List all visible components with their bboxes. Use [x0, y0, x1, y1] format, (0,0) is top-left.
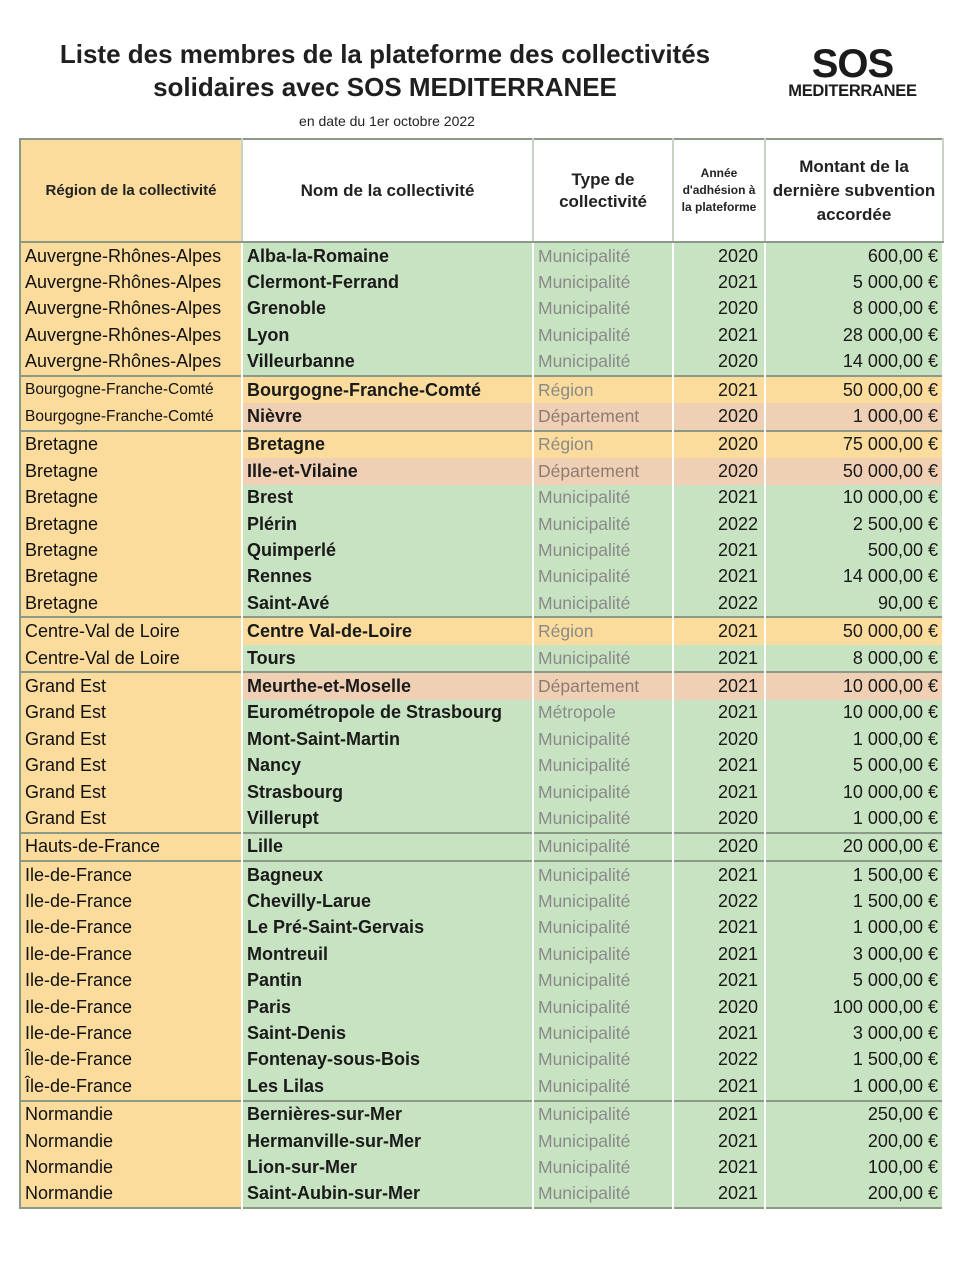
nom-cell: Centre Val-de-Loire — [242, 617, 533, 644]
region-cell: Grand Est — [20, 752, 242, 778]
nom-cell: Nièvre — [242, 403, 533, 430]
table-row — [20, 1154, 943, 1180]
montant-cell: 5 000,00 € — [765, 752, 943, 778]
table-body — [20, 242, 943, 1208]
type-cell: Municipalité — [533, 1073, 673, 1100]
montant-cell: 75 000,00 € — [765, 431, 943, 458]
annee-cell: 2021 — [673, 1073, 765, 1100]
region-cell: Grand Est — [20, 672, 242, 699]
nom-cell: Alba-la-Romaine — [242, 242, 533, 269]
montant-cell: 90,00 € — [765, 590, 943, 617]
table-row — [20, 805, 943, 832]
type-cell: Municipalité — [533, 888, 673, 914]
montant-cell: 14 000,00 € — [765, 564, 943, 590]
montant-cell: 1 000,00 € — [765, 726, 943, 752]
annee-cell: 2020 — [673, 805, 765, 832]
montant-cell: 500,00 € — [765, 537, 943, 563]
type-cell: Municipalité — [533, 242, 673, 269]
annee-cell: 2021 — [673, 941, 765, 967]
nom-cell: Meurthe-et-Moselle — [242, 672, 533, 699]
column-header-nom: Nom de la collectivité — [242, 139, 533, 242]
region-cell: Ile-de-France — [20, 1020, 242, 1046]
type-cell: Département — [533, 403, 673, 430]
region-cell: Auvergne-Rhônes-Alpes — [20, 242, 242, 269]
table-row — [20, 888, 943, 914]
table-row — [20, 242, 943, 269]
montant-cell: 14 000,00 € — [765, 349, 943, 376]
montant-cell: 10 000,00 € — [765, 485, 943, 511]
table-row — [20, 1101, 943, 1128]
annee-cell: 2020 — [673, 458, 765, 484]
nom-cell: Bretagne — [242, 431, 533, 458]
region-cell: Grand Est — [20, 726, 242, 752]
region-cell: Auvergne-Rhônes-Alpes — [20, 349, 242, 376]
column-header-annee: Année d'adhésion à la plateforme — [673, 139, 765, 242]
montant-cell: 200,00 € — [765, 1181, 943, 1208]
nom-cell: Lille — [242, 833, 533, 861]
nom-cell: Mont-Saint-Martin — [242, 726, 533, 752]
region-cell: Bretagne — [20, 511, 242, 537]
logo-line-1: SOS — [811, 42, 894, 86]
annee-cell: 2021 — [673, 968, 765, 994]
column-header-region: Région de la collectivité — [20, 139, 242, 242]
table-row — [20, 672, 943, 699]
annee-cell: 2021 — [673, 485, 765, 511]
annee-cell: 2021 — [673, 322, 765, 348]
region-cell: Centre-Val de Loire — [20, 645, 242, 672]
logo-line-2: MEDITERRANEE — [788, 82, 917, 100]
annee-cell: 2020 — [673, 726, 765, 752]
montant-cell: 1 500,00 € — [765, 1047, 943, 1073]
type-cell: Métropole — [533, 700, 673, 726]
montant-cell: 50 000,00 € — [765, 617, 943, 644]
column-header-montant: Montant de la dernière subvention accordée — [765, 139, 943, 242]
region-cell: Île-de-France — [20, 1047, 242, 1073]
montant-cell: 50 000,00 € — [765, 458, 943, 484]
annee-cell: 2021 — [673, 1020, 765, 1046]
type-cell: Municipalité — [533, 349, 673, 376]
region-cell: Auvergne-Rhônes-Alpes — [20, 296, 242, 322]
montant-cell: 3 000,00 € — [765, 1020, 943, 1046]
montant-cell: 5 000,00 € — [765, 968, 943, 994]
montant-cell: 2 500,00 € — [765, 511, 943, 537]
table-row — [20, 458, 943, 484]
region-cell: Hauts-de-France — [20, 833, 242, 861]
type-cell: Municipalité — [533, 296, 673, 322]
nom-cell: Bagneux — [242, 861, 533, 888]
table-row — [20, 1181, 943, 1208]
annee-cell: 2021 — [673, 672, 765, 699]
type-cell: Municipalité — [533, 1128, 673, 1154]
nom-cell: Lyon — [242, 322, 533, 348]
montant-cell: 100,00 € — [765, 1154, 943, 1180]
members-table — [19, 138, 944, 1209]
type-cell: Département — [533, 458, 673, 484]
annee-cell: 2021 — [673, 861, 765, 888]
table-row — [20, 968, 943, 994]
page-subtitle: en date du 1er octobre 2022 — [299, 113, 475, 129]
table-row — [20, 537, 943, 563]
nom-cell: Brest — [242, 485, 533, 511]
montant-cell: 20 000,00 € — [765, 833, 943, 861]
table-row — [20, 1047, 943, 1073]
type-cell: Municipalité — [533, 485, 673, 511]
nom-cell: Pantin — [242, 968, 533, 994]
type-cell: Municipalité — [533, 1181, 673, 1208]
montant-cell: 1 000,00 € — [765, 403, 943, 430]
type-cell: Région — [533, 376, 673, 403]
montant-cell: 10 000,00 € — [765, 700, 943, 726]
nom-cell: Grenoble — [242, 296, 533, 322]
nom-cell: Fontenay-sous-Bois — [242, 1047, 533, 1073]
nom-cell: Clermont-Ferrand — [242, 269, 533, 295]
region-cell: Normandie — [20, 1128, 242, 1154]
table-row — [20, 590, 943, 617]
nom-cell: Rennes — [242, 564, 533, 590]
annee-cell: 2022 — [673, 511, 765, 537]
table-row — [20, 861, 943, 888]
type-cell: Municipalité — [533, 915, 673, 941]
nom-cell: Strasbourg — [242, 779, 533, 805]
montant-cell: 600,00 € — [765, 242, 943, 269]
table-row — [20, 915, 943, 941]
montant-cell: 1 000,00 € — [765, 915, 943, 941]
nom-cell: Hermanville-sur-Mer — [242, 1128, 533, 1154]
type-cell: Municipalité — [533, 779, 673, 805]
nom-cell: Lion-sur-Mer — [242, 1154, 533, 1180]
annee-cell: 2021 — [673, 700, 765, 726]
annee-cell: 2021 — [673, 376, 765, 403]
type-cell: Municipalité — [533, 1020, 673, 1046]
annee-cell: 2021 — [673, 269, 765, 295]
annee-cell: 2022 — [673, 1047, 765, 1073]
annee-cell: 2020 — [673, 242, 765, 269]
region-cell: Bretagne — [20, 537, 242, 563]
region-cell: Bourgogne-Franche-Comté — [20, 403, 242, 430]
annee-cell: 2021 — [673, 752, 765, 778]
type-cell: Municipalité — [533, 861, 673, 888]
region-cell: Ile-de-France — [20, 915, 242, 941]
region-cell: Grand Est — [20, 779, 242, 805]
nom-cell: Les Lilas — [242, 1073, 533, 1100]
nom-cell: Chevilly-Larue — [242, 888, 533, 914]
table-row — [20, 485, 943, 511]
type-cell: Municipalité — [533, 537, 673, 563]
region-cell: Ile-de-France — [20, 941, 242, 967]
table-row — [20, 349, 943, 376]
nom-cell: Tours — [242, 645, 533, 672]
annee-cell: 2021 — [673, 915, 765, 941]
montant-cell: 1 500,00 € — [765, 861, 943, 888]
montant-cell: 1 000,00 € — [765, 805, 943, 832]
annee-cell: 2020 — [673, 403, 765, 430]
table-row — [20, 322, 943, 348]
region-cell: Bourgogne-Franche-Comté — [20, 376, 242, 403]
type-cell: Municipalité — [533, 968, 673, 994]
montant-cell: 3 000,00 € — [765, 941, 943, 967]
type-cell: Municipalité — [533, 269, 673, 295]
table-row — [20, 779, 943, 805]
nom-cell: Quimperlé — [242, 537, 533, 563]
table-row — [20, 752, 943, 778]
type-cell: Municipalité — [533, 941, 673, 967]
nom-cell: Nancy — [242, 752, 533, 778]
nom-cell: Plérin — [242, 511, 533, 537]
type-cell: Municipalité — [533, 1154, 673, 1180]
type-cell: Municipalité — [533, 564, 673, 590]
table-row — [20, 1128, 943, 1154]
table-row — [20, 833, 943, 861]
montant-cell: 1 500,00 € — [765, 888, 943, 914]
table-row — [20, 269, 943, 295]
montant-cell: 8 000,00 € — [765, 645, 943, 672]
nom-cell: Villerupt — [242, 805, 533, 832]
type-cell: Municipalité — [533, 1047, 673, 1073]
region-cell: Bretagne — [20, 485, 242, 511]
region-cell: Grand Est — [20, 805, 242, 832]
table-row — [20, 431, 943, 458]
annee-cell: 2020 — [673, 994, 765, 1020]
nom-cell: Eurométropole de Strasbourg — [242, 700, 533, 726]
montant-cell: 250,00 € — [765, 1101, 943, 1128]
montant-cell: 5 000,00 € — [765, 269, 943, 295]
region-cell: Centre-Val de Loire — [20, 617, 242, 644]
region-cell: Ile-de-France — [20, 994, 242, 1020]
type-cell: Municipalité — [533, 511, 673, 537]
annee-cell: 2021 — [673, 617, 765, 644]
table-row — [20, 617, 943, 644]
table-row — [20, 700, 943, 726]
nom-cell: Villeurbanne — [242, 349, 533, 376]
nom-cell: Saint-Aubin-sur-Mer — [242, 1181, 533, 1208]
montant-cell: 10 000,00 € — [765, 672, 943, 699]
nom-cell: Ille-et-Vilaine — [242, 458, 533, 484]
type-cell: Municipalité — [533, 590, 673, 617]
region-cell: Ile-de-France — [20, 861, 242, 888]
region-cell: Bretagne — [20, 458, 242, 484]
table-header-row — [20, 139, 943, 242]
type-cell: Département — [533, 672, 673, 699]
region-cell: Normandie — [20, 1101, 242, 1128]
annee-cell: 2020 — [673, 833, 765, 861]
table-row — [20, 403, 943, 430]
table-row — [20, 564, 943, 590]
nom-cell: Bourgogne-Franche-Comté — [242, 376, 533, 403]
type-cell: Municipalité — [533, 805, 673, 832]
annee-cell: 2022 — [673, 888, 765, 914]
type-cell: Municipalité — [533, 994, 673, 1020]
nom-cell: Saint-Avé — [242, 590, 533, 617]
table-row — [20, 726, 943, 752]
montant-cell: 100 000,00 € — [765, 994, 943, 1020]
annee-cell: 2021 — [673, 1181, 765, 1208]
annee-cell: 2021 — [673, 779, 765, 805]
nom-cell: Montreuil — [242, 941, 533, 967]
annee-cell: 2020 — [673, 296, 765, 322]
annee-cell: 2020 — [673, 349, 765, 376]
column-header-type: Type de collectivité — [533, 139, 673, 242]
type-cell: Municipalité — [533, 645, 673, 672]
type-cell: Municipalité — [533, 726, 673, 752]
table-row — [20, 1073, 943, 1100]
type-cell: Municipalité — [533, 752, 673, 778]
region-cell: Île-de-France — [20, 1073, 242, 1100]
region-cell: Bretagne — [20, 431, 242, 458]
annee-cell: 2021 — [673, 645, 765, 672]
nom-cell: Le Pré-Saint-Gervais — [242, 915, 533, 941]
table-row — [20, 376, 943, 403]
table-row — [20, 645, 943, 672]
sos-mediterranee-logo — [770, 42, 935, 100]
annee-cell: 2021 — [673, 564, 765, 590]
region-cell: Auvergne-Rhônes-Alpes — [20, 322, 242, 348]
type-cell: Région — [533, 617, 673, 644]
annee-cell: 2021 — [673, 1101, 765, 1128]
montant-cell: 200,00 € — [765, 1128, 943, 1154]
region-cell: Ile-de-France — [20, 968, 242, 994]
region-cell: Bretagne — [20, 564, 242, 590]
nom-cell: Bernières-sur-Mer — [242, 1101, 533, 1128]
annee-cell: 2021 — [673, 1154, 765, 1180]
table-row — [20, 1020, 943, 1046]
montant-cell: 8 000,00 € — [765, 296, 943, 322]
region-cell: Bretagne — [20, 590, 242, 617]
type-cell: Région — [533, 431, 673, 458]
region-cell: Ile-de-France — [20, 888, 242, 914]
type-cell: Municipalité — [533, 833, 673, 861]
annee-cell: 2021 — [673, 537, 765, 563]
region-cell: Normandie — [20, 1181, 242, 1208]
table-row — [20, 511, 943, 537]
region-cell: Normandie — [20, 1154, 242, 1180]
nom-cell: Paris — [242, 994, 533, 1020]
page-title: Liste des membres de la plateforme des collectivités solidaires avec SOS MEDITERRANEE — [59, 39, 711, 102]
montant-cell: 10 000,00 € — [765, 779, 943, 805]
montant-cell: 50 000,00 € — [765, 376, 943, 403]
montant-cell: 1 000,00 € — [765, 1073, 943, 1100]
annee-cell: 2020 — [673, 431, 765, 458]
table-row — [20, 941, 943, 967]
annee-cell: 2021 — [673, 1128, 765, 1154]
table-row — [20, 994, 943, 1020]
nom-cell: Saint-Denis — [242, 1020, 533, 1046]
montant-cell: 28 000,00 € — [765, 322, 943, 348]
type-cell: Municipalité — [533, 322, 673, 348]
table-row — [20, 296, 943, 322]
type-cell: Municipalité — [533, 1101, 673, 1128]
region-cell: Grand Est — [20, 700, 242, 726]
annee-cell: 2022 — [673, 590, 765, 617]
region-cell: Auvergne-Rhônes-Alpes — [20, 269, 242, 295]
